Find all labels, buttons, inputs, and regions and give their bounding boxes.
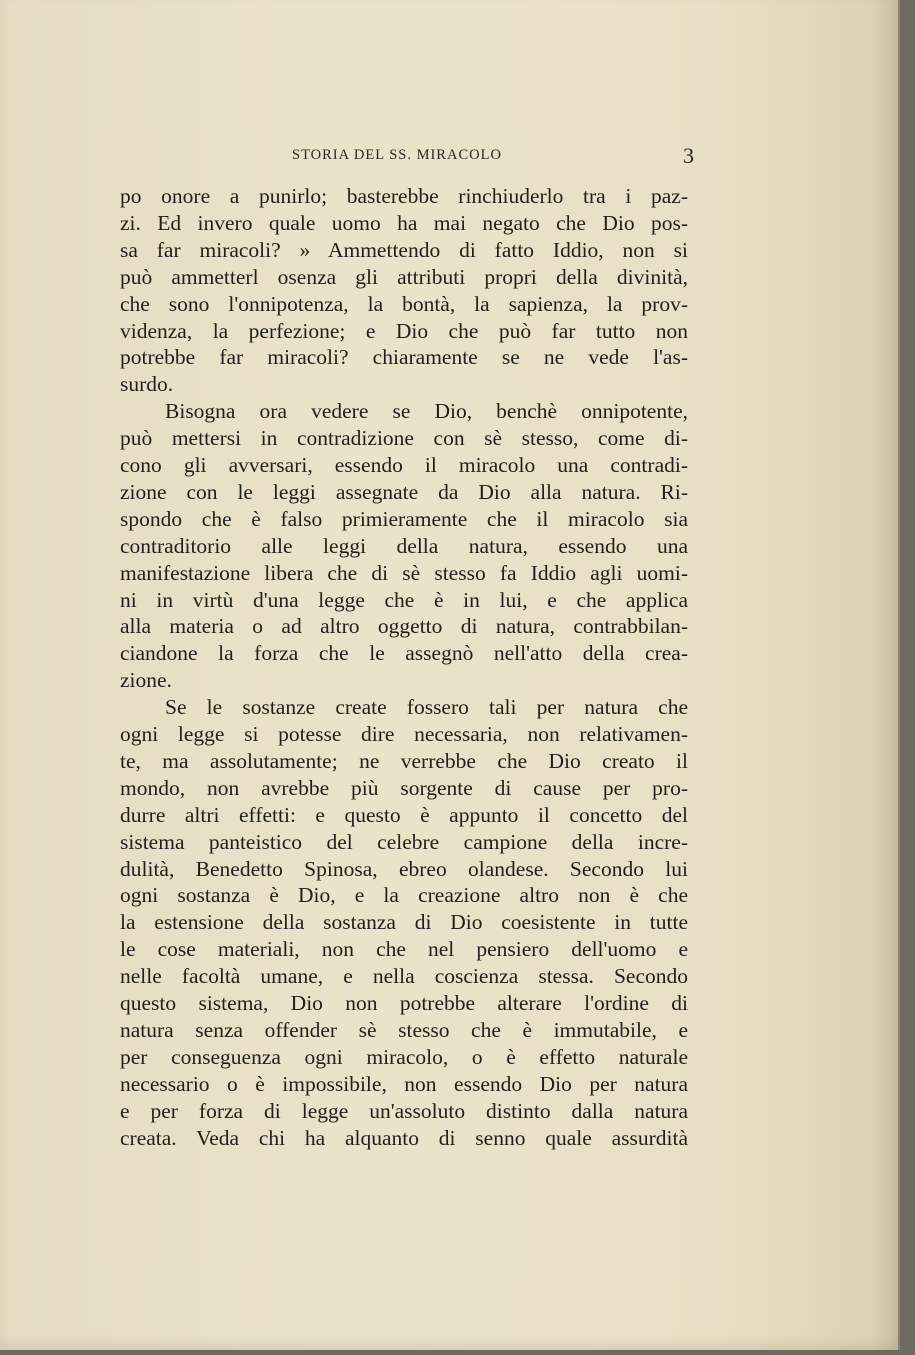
text-line: potrebbe far miracoli? chiaramente se ne vede l'as-: [120, 345, 688, 370]
text-line: zione.: [120, 668, 172, 693]
text-line: e per forza di legge un'assoluto distinto dalla natura: [120, 1098, 688, 1123]
text-line: nelle facoltà umane, e nella coscienza stessa. Secondo: [120, 964, 688, 989]
text-line: la estensione della sostanza di Dio coesistente in tutte: [120, 910, 688, 935]
text-line: cono gli avversari, essendo il miracolo una contradi-: [120, 453, 688, 477]
text-line: questo sistema, Dio non potrebbe alterare l'ordine di: [120, 991, 688, 1015]
text-line: natura senza offender sè stesso che è immutabile, e: [120, 1017, 688, 1042]
text-line: zione con le leggi assegnate da Dio alla natura. Ri-: [120, 479, 688, 504]
text-line: contraditorio alle leggi della natura, essendo una: [120, 533, 688, 558]
text-line: spondo che è falso primieramente che il miracolo sia: [120, 506, 688, 531]
text-line: creata. Veda chi ha alquanto di senno quale assurdità: [120, 1125, 688, 1150]
text-line: durre altri effetti: e questo è appunto il concetto del: [120, 802, 688, 827]
text-line: Bisogna ora vedere se Dio, benchè onnipotente,: [165, 399, 688, 424]
text-line: ni in virtù d'una legge che è in lui, e che applica: [120, 587, 688, 612]
text-line: dulità, Benedetto Spinosa, ebreo olandese. Secondo lui: [120, 856, 688, 881]
text-line: ogni legge si potesse dire necessaria, non relativamen-: [120, 722, 688, 746]
running-title: STORIA DEL SS. MIRACOLO: [292, 147, 502, 163]
text-line: mondo, non avrebbe più sorgente di cause per pro-: [120, 775, 688, 800]
page-number: 3: [683, 143, 694, 168]
text-line: Se le sostanze create fossero tali per natura che: [165, 695, 688, 720]
page-header: [120, 143, 694, 169]
text-line: surdo.: [120, 372, 174, 397]
text-line: sa far miracoli? » Ammettendo di fatto Iddio, non si: [120, 237, 688, 262]
text-line: che sono l'onnipotenza, la bontà, la sapienza, la prov-: [120, 291, 688, 316]
text-line: può mettersi in contradizione con sè stesso, come di-: [120, 426, 688, 451]
text-line: può ammetterl osenza gli attributi propri della divinità,: [120, 264, 688, 289]
text-line: te, ma assolutamente; ne verrebbe che Dio creato il: [120, 748, 688, 773]
text-line: manifestazione libera che di sè stesso fa Iddio agli uomi-: [120, 560, 688, 585]
text-line: ciandone la forza che le assegnò nell'atto della crea-: [120, 641, 688, 666]
text-line: necessario o è impossibile, non essendo Dio per natura: [120, 1071, 688, 1096]
text-line: po onore a punirlo; basterebbe rinchiuderlo tra i paz-: [120, 184, 688, 208]
text-line: sistema panteistico del celebre campione della incre-: [120, 829, 688, 854]
text-line: zi. Ed invero quale uomo ha mai negato che Dio pos-: [120, 210, 688, 235]
text-line: le cose materiali, non che nel pensiero dell'uomo e: [120, 937, 688, 962]
text-line: ogni sostanza è Dio, e la creazione altro non è che: [120, 883, 688, 908]
text-line: per conseguenza ogni miracolo, o è effetto naturale: [120, 1044, 688, 1069]
text-line: alla materia o ad altro oggetto di natura, contrabbilan-: [120, 614, 688, 639]
text-line: videnza, la perfezione; e Dio che può far tutto non: [120, 318, 688, 343]
